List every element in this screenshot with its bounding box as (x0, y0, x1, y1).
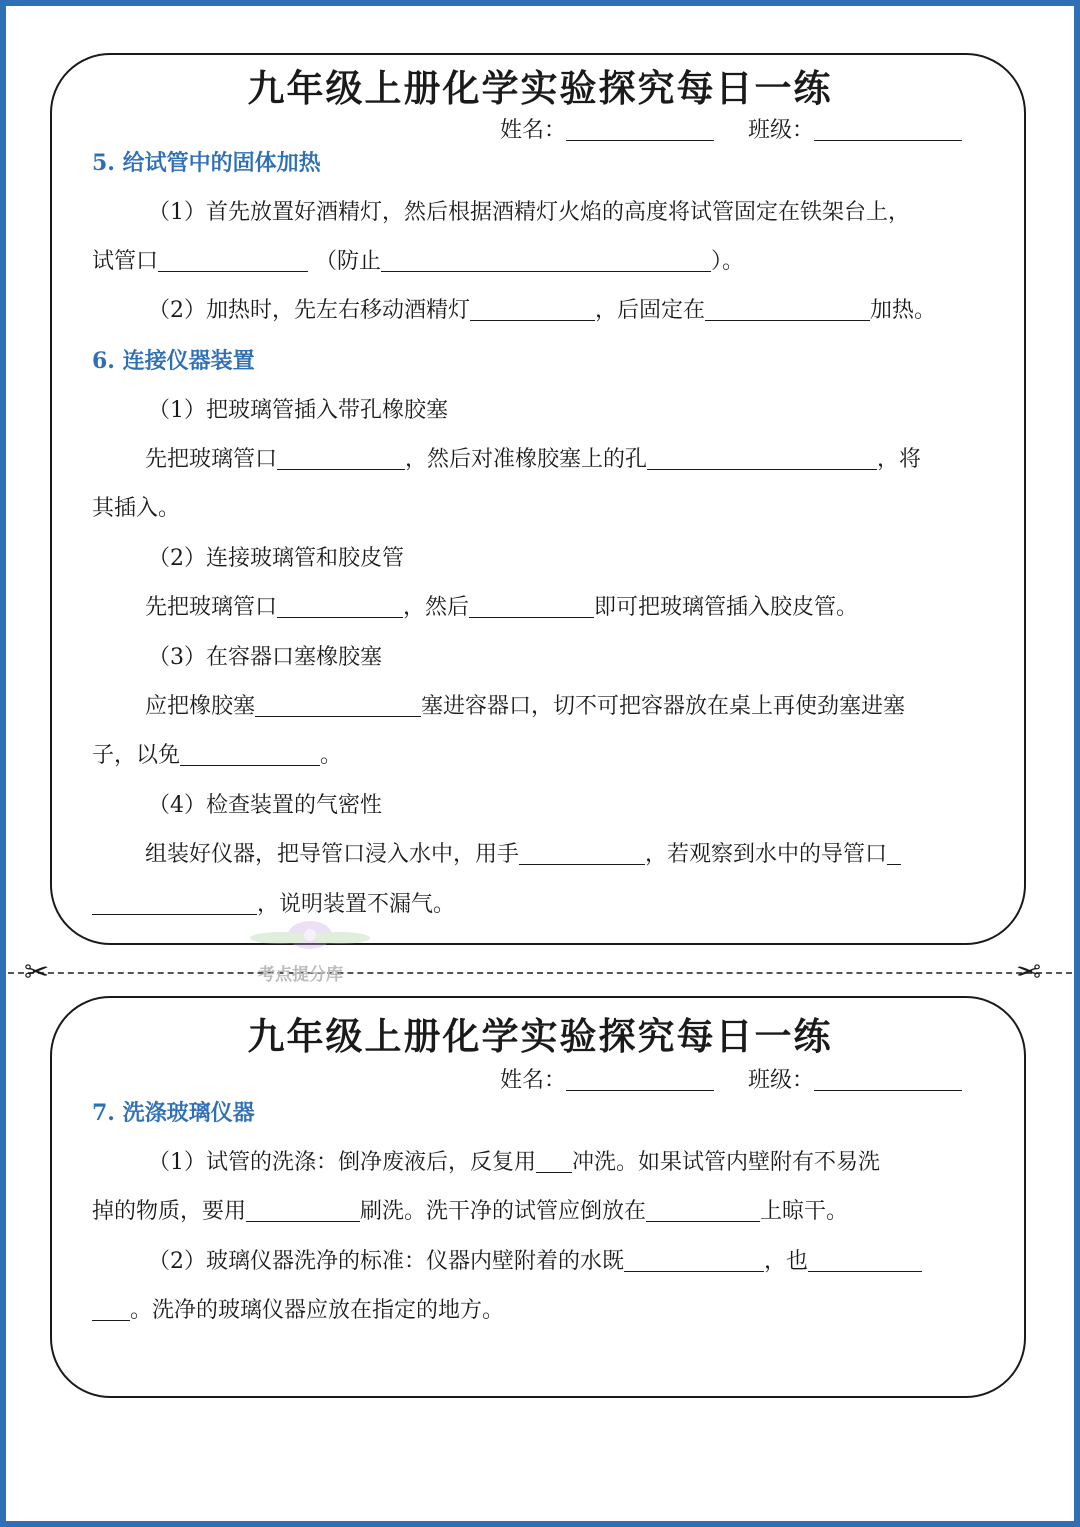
q7-blank-2[interactable] (246, 1199, 360, 1222)
q7-line-3 (148, 1247, 922, 1277)
q6-sub-4: （4）检查装置的气密性 (148, 793, 382, 818)
q6-line-4 (145, 692, 905, 722)
q7-text: 上晾干。 (760, 1199, 849, 1224)
class-field-2 (748, 1066, 962, 1096)
watermark-flower-icon (240, 910, 380, 965)
q6-text: ，然后 (403, 595, 470, 620)
q7-text: （2）玻璃仪器洗净的标准：仪器内壁附着的水既 (148, 1249, 624, 1274)
q5-line-2 (92, 247, 744, 277)
q6-text: 塞进容器口，切不可把容器放在桌上再使劲塞进塞 (421, 694, 906, 719)
worksheet-title-1: 九年级上册化学实验探究每日一练 (247, 66, 833, 110)
name-label: 姓名： (500, 118, 567, 143)
q7-blank-4[interactable] (624, 1249, 764, 1272)
scissors-right-icon: ✂ (1016, 955, 1042, 990)
q5-line-3 (148, 296, 936, 326)
q7-blank-3[interactable] (646, 1199, 760, 1222)
question-7-heading: 7. 洗涤玻璃仪器 (92, 1100, 255, 1126)
q6-text: 。 (320, 743, 343, 768)
q7-text: 冲洗。如果试管内壁附有不易洗 (572, 1150, 881, 1175)
worksheet-title-2: 九年级上册化学实验探究每日一练 (247, 1014, 833, 1058)
q6-line-6 (145, 840, 901, 870)
q6-line-2: 其插入。 (92, 496, 181, 521)
q6-sub-1: （1）把玻璃管插入带孔橡胶塞 (148, 398, 448, 423)
question-5-heading: 5. 给试管中的固体加热 (92, 150, 321, 176)
q7-text: 刷洗。洗干净的试管应倒放在 (360, 1199, 647, 1224)
name-blank[interactable] (566, 118, 714, 141)
q6-blank-5[interactable] (255, 694, 421, 717)
q5-text: 加热。 (870, 298, 937, 323)
q6-blank-8b[interactable] (92, 892, 257, 915)
q6-blank-8a[interactable] (887, 842, 901, 865)
name-field-1 (500, 116, 714, 146)
question-6-heading: 6. 连接仪器装置 (92, 348, 255, 374)
q6-text: 先把玻璃管口 (145, 447, 278, 472)
q7-blank-5b[interactable] (92, 1298, 130, 1321)
q6-line-5 (92, 741, 342, 771)
q5-text: （防止 (315, 249, 382, 274)
q6-blank-1[interactable] (277, 447, 405, 470)
q7-line-1 (148, 1148, 880, 1178)
q6-text: 组装好仪器，把导管口浸入水中，用手 (145, 842, 520, 867)
q6-text: ，然后对准橡胶塞上的孔 (405, 447, 648, 472)
name-field-2 (500, 1066, 714, 1096)
q5-blank-2[interactable] (381, 249, 711, 272)
q6-text: ，说明装置不漏气。 (257, 892, 456, 917)
q7-text: 掉的物质，要用 (92, 1199, 247, 1224)
q5-blank-4[interactable] (705, 298, 870, 321)
class-blank[interactable] (814, 118, 962, 141)
q7-line-2 (92, 1197, 848, 1227)
q5-text: ）。 (711, 249, 745, 274)
class-blank[interactable] (814, 1068, 962, 1091)
q6-text: 子，以免 (92, 743, 181, 768)
q7-text: 。洗净的玻璃仪器应放在指定的地方。 (130, 1298, 505, 1323)
q5-blank-3[interactable] (470, 298, 595, 321)
class-label: 班级： (748, 118, 815, 143)
q7-blank-5a[interactable] (808, 1249, 922, 1272)
q6-sub-3: （3）在容器口塞橡胶塞 (148, 645, 382, 670)
class-label: 班级： (748, 1068, 815, 1093)
q6-text: ，若观察到水中的导管口 (645, 842, 888, 867)
q6-blank-4[interactable] (469, 595, 594, 618)
q5-text: （2）加热时，先左右移动酒精灯 (148, 298, 470, 323)
q7-text: （1）试管的洗涤：倒净废液后，反复用 (148, 1150, 536, 1175)
q6-text: 先把玻璃管口 (145, 595, 278, 620)
q5-line-1: （1）首先放置好酒精灯，然后根据酒精灯火焰的高度将试管固定在铁架台上， (148, 200, 910, 225)
q6-text: 应把橡胶塞 (145, 694, 256, 719)
q6-blank-2[interactable] (647, 447, 877, 470)
q7-text: ，也 (764, 1249, 809, 1274)
q6-sub-2: （2）连接玻璃管和胶皮管 (148, 546, 404, 571)
q6-line-3 (145, 593, 858, 623)
q6-blank-6[interactable] (180, 743, 320, 766)
cut-line (8, 972, 1072, 974)
watermark-text: 考点提分库 (258, 965, 343, 985)
q6-text: ，将 (877, 447, 922, 472)
q7-line-4 (92, 1296, 504, 1326)
q6-blank-3[interactable] (277, 595, 403, 618)
q6-blank-7[interactable] (519, 842, 645, 865)
q6-text: 即可把玻璃管插入胶皮管。 (594, 595, 859, 620)
name-label: 姓名： (500, 1068, 567, 1093)
q6-line-1 (145, 445, 921, 475)
q7-blank-1[interactable] (536, 1150, 572, 1173)
scissors-left-icon: ✂ (24, 955, 50, 990)
class-field-1 (748, 116, 962, 146)
q5-text: ，后固定在 (595, 298, 706, 323)
name-blank[interactable] (566, 1068, 714, 1091)
q5-blank-1[interactable] (158, 249, 308, 272)
q5-text: 试管口 (92, 249, 159, 274)
